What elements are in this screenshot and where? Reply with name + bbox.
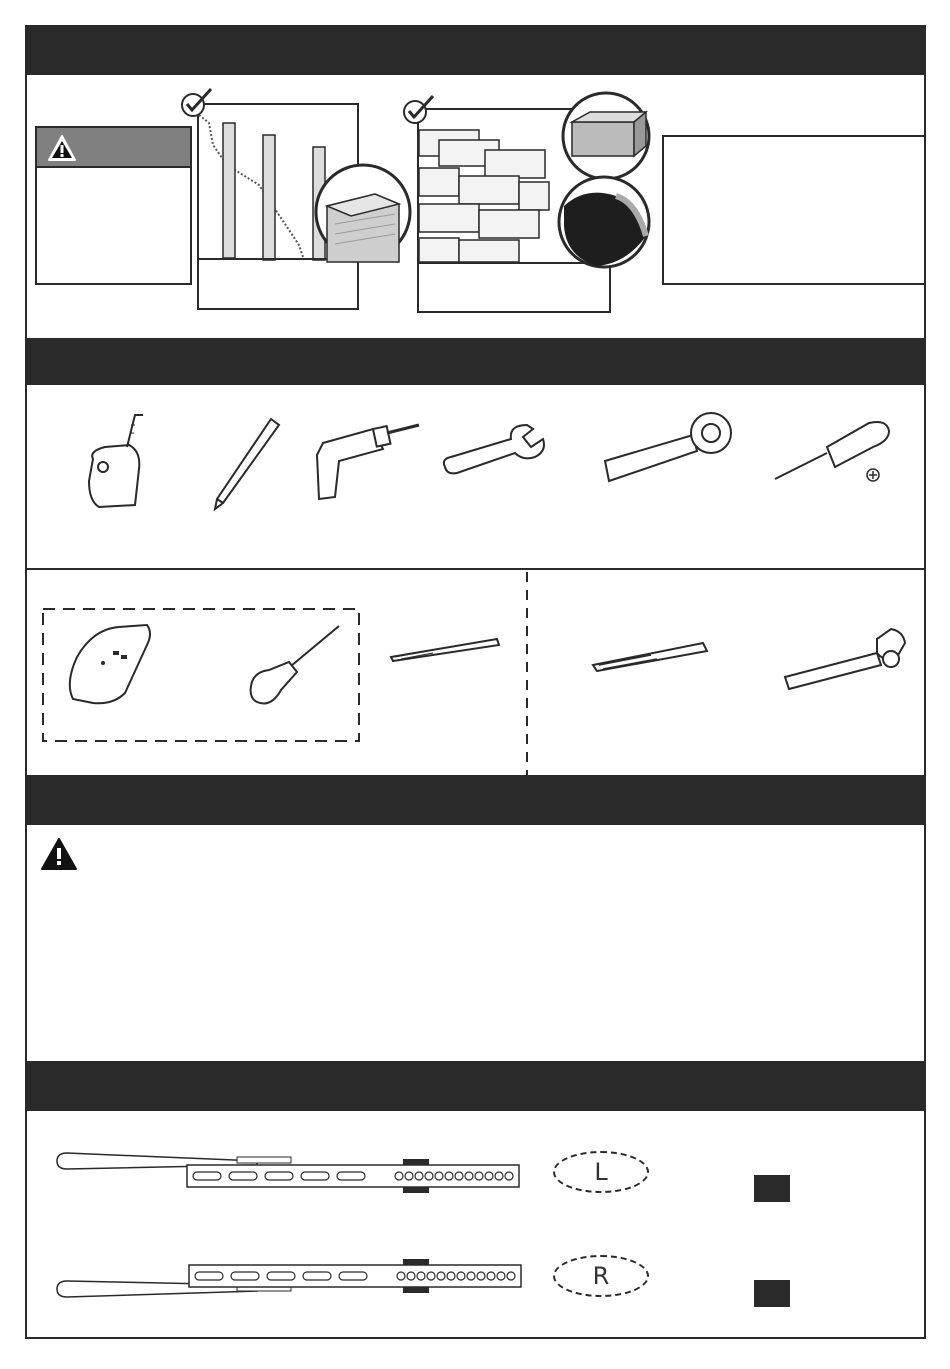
warning-triangle-icon (40, 837, 78, 871)
left-bracket-label: L (553, 1151, 649, 1193)
awl-icon (247, 624, 343, 710)
tape-measure-icon (85, 411, 145, 511)
right-bracket-quantity-tile (754, 1280, 790, 1307)
phillips-screwdriver-icon (771, 417, 891, 497)
left-bracket-illustration (57, 1147, 525, 1197)
wood-drill-bit-icon (387, 635, 503, 663)
wall-warning-header (37, 128, 190, 168)
wall-warning-box (35, 126, 192, 285)
left-bracket-quantity-tile (754, 1175, 790, 1202)
right-bracket-illustration (57, 1251, 527, 1301)
instruction-sheet (25, 25, 926, 1339)
hammer-icon (781, 623, 909, 693)
stud-finder-icon (63, 623, 153, 709)
cinder-block-zoom (560, 92, 660, 182)
concrete-texture-zoom (556, 176, 656, 270)
wrench-icon (439, 421, 551, 481)
warning-triangle-icon (47, 134, 77, 162)
wall-info-box (662, 135, 926, 285)
socket-wrench-icon (601, 411, 737, 487)
pencil-icon (209, 415, 285, 515)
checkmark-icon (179, 87, 215, 119)
checkmark-icon (401, 94, 437, 126)
right-bracket-label: R (553, 1255, 649, 1297)
masonry-drill-bit-icon (591, 639, 711, 675)
drill-icon (313, 415, 423, 505)
wood-grain-zoom (315, 164, 415, 264)
